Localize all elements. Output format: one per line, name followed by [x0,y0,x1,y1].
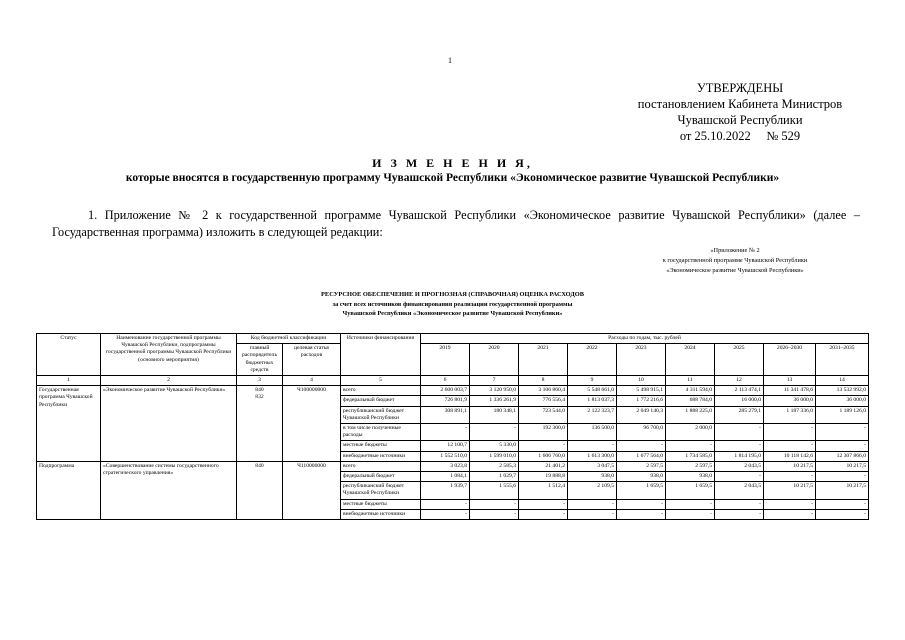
column-number: 8 [519,376,568,386]
table-row [37,461,869,471]
amount-cell: 2 109,5 [568,482,617,499]
amount-cell: - [666,509,715,519]
program-name-cell: «Совершенствование системы государственного стратегического управления» [101,461,237,519]
amount-cell: 3 106 860,4 [519,386,568,396]
column-number: 11 [666,376,715,386]
column-number: 12 [715,376,764,386]
column-number-row [37,376,869,386]
amount-cell: - [816,472,869,482]
header-year: 2019 [421,344,470,376]
amount-cell: 938,0 [617,472,666,482]
status-cell: Государственная программа Чувашской Республики [37,386,101,462]
grbs-code: 840 [255,462,264,469]
amount-cell: 1 939,7 [421,482,470,499]
amount-cell: - [666,499,715,509]
amount-cell: 2 600 003,7 [421,386,470,396]
amount-cell: 308 891,1 [421,406,470,423]
approval-line: от 25.10.2022 № 529 [679,129,801,143]
column-number: 7 [470,376,519,386]
amount-cell: 5 548 661,0 [568,386,617,396]
amount-cell: 2 597,5 [666,461,715,471]
header-source: Источники финансирования [341,334,421,376]
amount-cell: - [715,509,764,519]
amount-cell: - [764,509,816,519]
source-cell: внебюджетные источники [341,509,421,519]
amount-cell: - [816,499,869,509]
amount-cell: 10 118 142,6 [764,451,816,461]
appendix-line: к государственной программе Чувашской Республики [662,257,808,264]
amount-cell: - [617,441,666,451]
amount-cell: - [715,424,764,441]
amount-cell: - [617,499,666,509]
header-year: 2025 [715,344,764,376]
amount-cell: 5 330,0 [470,441,519,451]
amount-cell: - [816,509,869,519]
header-grbs: главный распорядитель бюджетных средств [237,344,283,376]
amount-cell: - [421,509,470,519]
header-name: Наименование государственной программы Чувашской Республики, подпрограммы государственной программы Чувашской Республики (основного мероприятия) [101,334,237,376]
source-cell: местные бюджеты [341,499,421,509]
amount-cell: - [764,424,816,441]
header-expenses: Расходы по годам, тыс. рублей [421,334,869,344]
amount-cell: - [470,499,519,509]
resource-title-line: за счет всех источников финансирования реализации государственной программы [332,300,573,308]
column-number: 2 [101,376,237,386]
source-cell: внебюджетные источники [341,451,421,461]
amount-cell: 723 544,0 [519,406,568,423]
column-number: 13 [764,376,816,386]
column-number: 10 [617,376,666,386]
amount-cell: 1 813 037,3 [568,396,617,406]
approval-line: постановлением Кабинета Министров [637,97,843,111]
column-number: 5 [341,376,421,386]
table-row [37,386,869,396]
amount-cell: 776 556,4 [519,396,568,406]
source-cell: всего [341,386,421,396]
page-number: 1 [448,56,452,65]
amount-cell: 2 000,0 [666,424,715,441]
amount-cell: 10 217,5 [816,482,869,499]
amount-cell: 1 814 195,0 [715,451,764,461]
amount-cell: 3 023,8 [421,461,470,471]
amount-cell: - [568,441,617,451]
amount-cell: 1 512,4 [519,482,568,499]
amount-cell: 1 734 585,0 [666,451,715,461]
source-cell: республиканский бюджет Чувашской Республики [341,406,421,423]
amount-cell: 1 599 010,0 [470,451,519,461]
amount-cell: 12 307 866,0 [816,451,869,461]
amount-cell: 36 000,0 [816,396,869,406]
column-number: 14 [816,376,869,386]
amount-cell: - [519,509,568,519]
amount-cell: - [470,424,519,441]
header-year: 2031–2035 [816,344,869,376]
grbs-code: 840 [255,387,264,394]
amount-cell: 1 606 760,0 [519,451,568,461]
amount-cell: 1 659,5 [617,482,666,499]
amount-cell: 1 555,6 [470,482,519,499]
column-number: 6 [421,376,470,386]
amount-cell: 36 000,0 [764,396,816,406]
appendix-heading [600,246,870,276]
amount-cell: 10 217,5 [764,461,816,471]
amount-cell: 285 279,1 [715,406,764,423]
amount-cell: - [764,441,816,451]
amount-cell: - [519,441,568,451]
header-year: 2020 [470,344,519,376]
amount-cell: 96 700,0 [617,424,666,441]
header-csr: целевая статья расходов [283,344,341,376]
amount-cell: 688 784,0 [666,396,715,406]
resource-title [0,290,905,319]
amount-cell: - [715,441,764,451]
appendix-line: «Приложение № 2 [710,247,760,254]
amount-cell: 19 888,8 [519,472,568,482]
source-cell: всего [341,461,421,471]
amount-cell: 5 498 915,1 [617,386,666,396]
grbs-code: 832 [255,394,264,401]
changes-title: И З М Е Н Е Н И Я, [372,156,533,170]
resource-title-line: Чувашской Республики «Экономическое развитие Чувашской Республики» [342,310,563,317]
amount-cell: 1 029,7 [470,472,519,482]
changes-subtitle: которые вносятся в государственную программу Чувашской Республики «Экономическое развитие Чувашской Республики» [125,172,780,184]
amount-cell: - [568,499,617,509]
budget-table-body [37,376,869,520]
amount-cell: 21 401,2 [519,461,568,471]
source-cell: местные бюджеты [341,441,421,451]
amount-cell: 2 043,5 [715,482,764,499]
csr-cell: Ч100000000 [283,386,341,462]
header-year: 2022 [568,344,617,376]
amount-cell: 1 659,5 [666,482,715,499]
amount-cell: - [568,509,617,519]
header-year: 2021 [519,344,568,376]
csr-cell: Ч110000000 [283,461,341,519]
amount-cell: - [715,499,764,509]
amount-cell: - [816,441,869,451]
amount-cell: 1 552 510,0 [421,451,470,461]
amount-cell: 11 341 478,6 [764,386,816,396]
amount-cell: 1 187 336,0 [764,406,816,423]
header-year: 2026–2030 [764,344,816,376]
amount-cell: 726 801,9 [421,396,470,406]
amount-cell: - [470,509,519,519]
amount-cell: 1 189 126,0 [816,406,869,423]
status-cell: Подпрограмма [37,461,101,519]
amount-cell: 1 336 261,9 [470,396,519,406]
amount-cell: - [519,499,568,509]
amount-cell: 4 311 594,0 [666,386,715,396]
amount-cell: 2 585,3 [470,461,519,471]
amount-cell: - [617,509,666,519]
amount-cell: - [764,472,816,482]
amount-cell: 3 047,5 [568,461,617,471]
source-cell: федеральный бюджет [341,396,421,406]
approval-line: УТВЕРЖДЕНЫ [696,81,784,95]
amount-cell: 938,0 [568,472,617,482]
approval-stamp [620,80,860,144]
amount-cell: 2 113 474,1 [715,386,764,396]
amount-cell: 136 500,0 [568,424,617,441]
amount-cell: 1 772 216,6 [617,396,666,406]
header-year: 2024 [666,344,715,376]
amount-cell: 1 613 300,0 [568,451,617,461]
amount-cell: 10 217,5 [764,482,816,499]
resource-title-line: РЕСУРСНОЕ ОБЕСПЕЧЕНИЕ И ПРОГНОЗНАЯ (СПРАВОЧНАЯ) ОЦЕНКА РАСХОДОВ [321,291,584,298]
amount-cell: - [421,424,470,441]
amount-cell: - [666,441,715,451]
amount-cell: - [715,472,764,482]
amount-cell: 180 348,1 [470,406,519,423]
grbs-cell [237,386,283,462]
program-name-cell: «Экономическое развитие Чувашской Республики» [101,386,237,462]
grbs-cell [237,461,283,519]
column-number: 3 [237,376,283,386]
amount-cell: - [816,424,869,441]
amount-cell: 2 049 140,3 [617,406,666,423]
header-status: Статус [37,334,101,376]
appendix-line: «Экономическое развитие Чувашской Республики» [666,267,804,274]
amount-cell: - [421,499,470,509]
source-cell: в том числе полученные расходы [341,424,421,441]
amount-cell: 3 120 950,0 [470,386,519,396]
amount-cell: 2 043,5 [715,461,764,471]
header-code: Код бюджетной классификации [237,334,341,344]
amount-cell: 192 300,0 [519,424,568,441]
source-cell: федеральный бюджет [341,472,421,482]
budget-table [36,333,869,520]
column-number: 4 [283,376,341,386]
approval-line: Чувашской Республики [677,113,803,127]
amount-cell: 10 217,5 [816,461,869,471]
source-cell: республиканский бюджет Чувашской Республики [341,482,421,499]
amount-cell: 1 084,1 [421,472,470,482]
amount-cell: 13 532 992,0 [816,386,869,396]
amount-cell: 16 000,0 [715,396,764,406]
column-number: 1 [37,376,101,386]
column-number: 9 [568,376,617,386]
amount-cell: 1 677 564,0 [617,451,666,461]
amount-cell: 12 100,7 [421,441,470,451]
amount-cell: 938,0 [666,472,715,482]
header-year: 2023 [617,344,666,376]
amount-cell: 2 597,5 [617,461,666,471]
amount-cell: 1 888 225,0 [666,406,715,423]
amount-cell: 2 122 323,7 [568,406,617,423]
paragraph-item-1: 1. Приложение № 2 к государственной программе Чувашской Республики «Экономическое развитие Чувашской Республики» (далее – Государственная программа) изложить в следующей редакции: [52,208,860,239]
amount-cell: - [764,499,816,509]
